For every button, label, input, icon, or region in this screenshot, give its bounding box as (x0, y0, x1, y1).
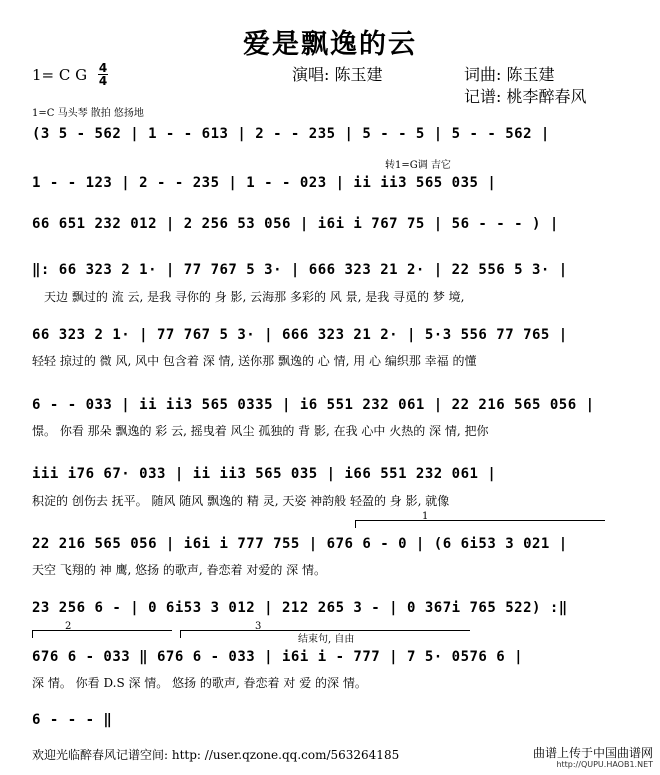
volta-bracket-3 (180, 630, 470, 631)
score-line-6: 6 - - 033 | ii ii3 565 0335 | i6 551 232 061 | 22 216 565 056 | (32, 397, 595, 413)
page-title: 爱是飘逸的云 (243, 29, 417, 60)
score-line-10: 676 6 - 033 ‖ 676 6 - 033 | i6i i - 777 | 7 5· 0576 6 | (32, 649, 524, 665)
score-line-11: 6 - - - ‖ (32, 712, 113, 728)
time-signature (98, 62, 108, 87)
lyric-line-5: 轻轻 掠过的 微 风, 风中 包含着 深 情, 送你那 飘逸的 心 情, 用 心 编织那 幸福 的懂 (32, 354, 477, 368)
watermark (533, 748, 653, 770)
lyric-line-7: 积淀的 创伤去 抚平。 随风 随风 飘逸的 精 灵, 天姿 神韵般 轻盈的 身 影, 就像 (32, 494, 450, 508)
footer-text: 欢迎光临醉春风记谱空间: http: //user.qzone.qq.com/563264185 (32, 748, 400, 762)
meter-bottom: 4 (98, 74, 108, 88)
meter-top: 4 (98, 61, 108, 75)
score-line-3: 66 651 232 012 | 2 256 53 056 | i6i i 767 75 | 56 - - - ) | (32, 216, 559, 232)
score-line-9: 23 256 6 - | 0 6i53 3 012 | 212 265 3 - | 0 367i 765 522) :‖ (32, 600, 568, 616)
volta-bracket-2-end (32, 630, 33, 638)
lyric-line-4: 天边 飘过的 流 云, 是我 寻你的 身 影, 云海那 多彩的 风 景, 是我 寻觅的 梦 境, (44, 290, 465, 304)
volta-1-label: 1 (422, 511, 429, 522)
volta-bracket-1-end (355, 520, 356, 528)
score-line-7: iii i76 67· 033 | ii ii3 565 035 | i66 551 232 061 | (32, 466, 497, 482)
lyrics-music-credit: 词曲: 陈玉建 (464, 65, 555, 84)
lyric-line-8: 天空 飞翔的 神 鹰, 悠扬 的歌声, 眷恋着 对爱的 深 情。 (32, 563, 326, 577)
score-line-2: 1 - - 123 | 2 - - 235 | 1 - - 023 | ii ii3 565 035 | (32, 175, 497, 191)
volta-bracket-1 (355, 520, 605, 521)
watermark-line-1: 曲谱上传于中国曲谱网 (533, 746, 654, 760)
volta-bracket-2 (32, 630, 172, 631)
transcriber-credit: 记谱: 桃李醉春风 (464, 87, 587, 106)
tempo-note: 1=C 马头琴 散拍 悠扬地 (32, 108, 144, 119)
score-line-4: ‖: 66 323 2 1· | 77 767 5 3· | 666 323 21 2· | 22 556 5 3· | (32, 262, 568, 278)
lyric-line-6: 憬。 你看 那朵 飘逸的 彩 云, 摇曳着 风尘 孤独的 背 影, 在我 心中 火热的 深 情, 把你 (32, 424, 489, 438)
key-signature: 1= C G (32, 66, 88, 84)
score-line-8: 22 216 565 056 | i6i i 777 755 | 676 6 - 0 | (6 6i53 3 021 | (32, 536, 568, 552)
score-line-1: (3 5 - 562 | 1 - - 613 | 2 - - 235 | 5 - - 5 | 5 - - 562 | (32, 126, 550, 142)
volta-bracket-3-end (180, 630, 181, 638)
score-line-5: 66 323 2 1· | 77 767 5 3· | 666 323 21 2· | 5·3 556 77 765 | (32, 327, 568, 343)
watermark-line-2: http://QUPU.HAOB1.NET (556, 760, 654, 769)
singer-credit: 演唱: 陈玉建 (292, 65, 383, 84)
volta-3-label: 3 (255, 621, 262, 632)
lyric-line-10: 深 情。 你看 D.S 深 情。 悠扬 的歌声, 眷恋着 对 爱 的深 情。 (32, 676, 367, 690)
modulation-note: 转1=G调 吉它 (385, 160, 451, 171)
volta-2-label: 2 (65, 621, 72, 632)
ending-note: 结束句, 自由 (298, 634, 355, 645)
